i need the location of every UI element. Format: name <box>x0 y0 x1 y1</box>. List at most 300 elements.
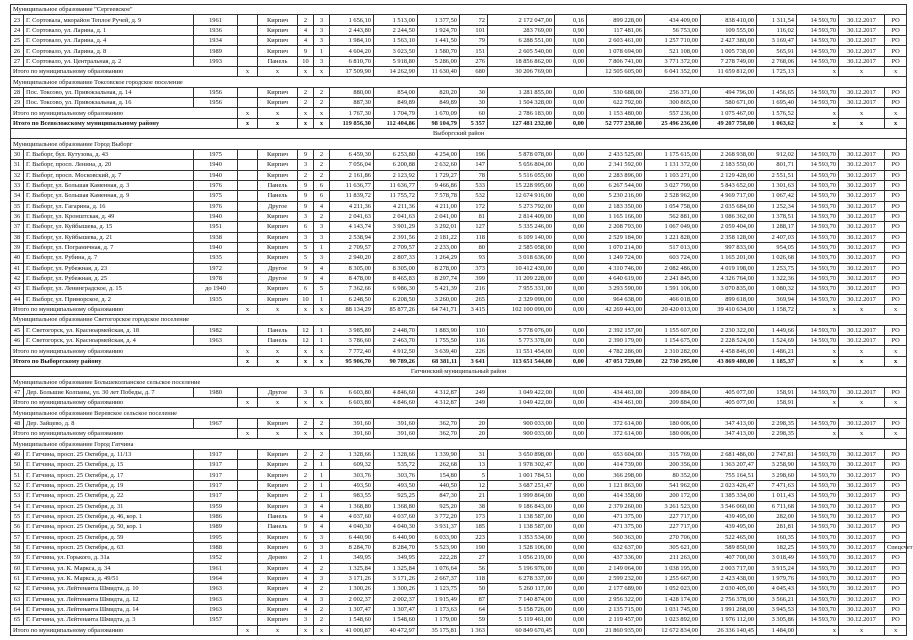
building-cell: 13 <box>460 460 488 470</box>
total-cell: x <box>839 304 885 314</box>
building-cell: 434 461,00 <box>587 387 645 397</box>
building-cell: 2 135 715,00 <box>587 604 645 614</box>
district-total-row <box>11 356 907 366</box>
building-cell: 1 311,54 <box>757 15 797 25</box>
total-cell: x <box>885 118 907 128</box>
building-cell: 1917 <box>194 491 238 501</box>
building-cell: 1967 <box>194 418 238 428</box>
building-cell: Г. Выборг, ул. Ленинградское, д. 15 <box>24 284 194 294</box>
building-cell: 1 385 334,00 <box>701 491 757 501</box>
section-title: Муниципальное образование Веревское сельское поселение <box>11 408 907 418</box>
subtotal-row <box>11 625 907 635</box>
building-cell: РО <box>885 25 907 35</box>
building-cell: 5 <box>298 242 314 252</box>
building-cell: 14 593,70 <box>797 594 839 604</box>
building-cell: 1 580,70 <box>418 46 460 56</box>
building-cell: 6 253,80 <box>374 149 418 159</box>
building-row <box>11 149 907 159</box>
building-cell: 46 <box>11 336 24 346</box>
building-cell: 3 931,37 <box>418 522 460 532</box>
building-cell: 118 <box>460 573 488 583</box>
building-cell <box>238 387 258 397</box>
building-cell: 4 211,36 <box>330 201 374 211</box>
building-cell: Кирпич <box>258 87 298 97</box>
housing-registry-table <box>10 4 913 636</box>
total-label: Итого по муниципальному образованию <box>11 625 238 635</box>
building-cell: 11 839,72 <box>330 191 374 201</box>
building-cell: Панель <box>258 191 298 201</box>
building-cell: 30.12.2017 <box>839 273 885 283</box>
building-cell: 1989 <box>194 46 238 56</box>
building-cell <box>238 604 258 614</box>
building-cell: 1972 <box>194 263 238 273</box>
building-cell: 0,16 <box>555 15 587 25</box>
total-cell: 60 <box>460 108 488 118</box>
building-cell: 1 264,29 <box>418 253 460 263</box>
total-cell: 434 461,00 <box>587 398 645 408</box>
building-cell: 1 729,27 <box>418 170 460 180</box>
total-cell: 557 236,00 <box>645 108 701 118</box>
building-cell: 1951 <box>194 222 238 232</box>
building-cell: 3 <box>314 15 330 25</box>
building-cell: 2 807,33 <box>374 253 418 263</box>
building-cell: Г. Гатчина, ул. К. Маркса, д. 49/51 <box>24 573 194 583</box>
building-cell: 3 260,00 <box>418 294 460 304</box>
building-cell: 222,28 <box>418 553 460 563</box>
building-cell: 2 <box>314 615 330 625</box>
building-row <box>11 470 907 480</box>
building-cell: 50 <box>460 584 488 594</box>
building-cell: 1 067 049,00 <box>645 222 701 232</box>
building-cell: 10 412 430,00 <box>488 263 555 273</box>
building-cell: 1 <box>314 491 330 501</box>
building-cell <box>238 615 258 625</box>
building-cell: 14 593,70 <box>797 253 839 263</box>
building-cell: 0,00 <box>555 263 587 273</box>
building-cell: 6 603,80 <box>330 387 374 397</box>
building-cell: 4 326 764,00 <box>701 273 757 283</box>
building-cell <box>238 253 258 263</box>
total-cell: x <box>885 108 907 118</box>
building-cell: 30.12.2017 <box>839 201 885 211</box>
building-cell: 32 <box>11 170 24 180</box>
total-cell: 11 630,40 <box>418 67 460 77</box>
total-cell: 26 336 140,45 <box>701 625 757 635</box>
building-cell: 30 <box>460 87 488 97</box>
total-cell: 22 730 295,00 <box>645 356 701 366</box>
building-cell: 0,00 <box>555 491 587 501</box>
building-row <box>11 201 907 211</box>
building-cell: Г. Гатчина, ул. Горького, д. 31а <box>24 553 194 563</box>
building-cell: РО <box>885 160 907 170</box>
building-cell: Г. Выборг, ул. Большая Каменная, д. 9 <box>24 191 194 201</box>
building-row <box>11 263 907 273</box>
building-cell: 0,00 <box>555 573 587 583</box>
building-cell: 2 605 540,00 <box>488 46 555 56</box>
building-cell: РО <box>885 491 907 501</box>
building-cell: 4 <box>314 501 330 511</box>
total-cell: 900 033,00 <box>488 429 555 439</box>
total-cell: x <box>885 346 907 356</box>
building-cell: Кирпич <box>258 25 298 35</box>
building-cell: 1952 <box>194 553 238 563</box>
building-cell: 369,94 <box>757 294 797 304</box>
building-cell: 7 806 741,00 <box>587 56 645 66</box>
total-cell: x <box>298 398 314 408</box>
building-cell: 35 <box>11 201 24 211</box>
building-cell: 1 <box>314 460 330 470</box>
total-cell: x <box>314 625 330 635</box>
building-cell: 14 593,70 <box>797 170 839 180</box>
total-cell: 6 041 352,00 <box>645 67 701 77</box>
building-cell: РО <box>885 449 907 459</box>
building-cell: Г. Гатчина, просп. 25 Октября, д. 11/13 <box>24 449 194 459</box>
building-cell: 2 391,56 <box>374 232 418 242</box>
building-cell: 23 <box>11 15 24 25</box>
building-cell: 1 591 106,00 <box>645 284 701 294</box>
building-cell: 1993 <box>194 56 238 66</box>
building-cell: 2 940,20 <box>330 253 374 263</box>
building-cell: Г. Гатчина, просп. 25 Октября, д. 19 <box>24 480 194 490</box>
building-cell: 0,00 <box>555 563 587 573</box>
building-cell: 4 <box>298 594 314 604</box>
building-cell: 52 <box>11 480 24 490</box>
building-cell: 5 119 461,00 <box>488 615 555 625</box>
building-cell: 3 <box>314 222 330 232</box>
building-cell: 1 363 207,47 <box>701 460 757 470</box>
building-cell: 34 <box>11 191 24 201</box>
building-row <box>11 594 907 604</box>
building-cell: 362,70 <box>418 418 460 428</box>
building-cell: 14 593,70 <box>797 211 839 221</box>
building-cell: 1938 <box>194 232 238 242</box>
building-cell: 12 <box>298 336 314 346</box>
building-cell: 622 792,00 <box>587 98 645 108</box>
building-cell: 2 035 684,00 <box>701 201 757 211</box>
building-cell: 0,00 <box>555 149 587 159</box>
building-cell: 1 563,10 <box>374 36 418 46</box>
building-cell: 33 <box>11 180 24 190</box>
building-cell: 1 456,65 <box>757 87 797 97</box>
building-cell: 14 593,70 <box>797 336 839 346</box>
building-cell: 7 362,66 <box>330 284 374 294</box>
building-cell: 3 023,50 <box>374 46 418 56</box>
building-cell: 3 <box>314 56 330 66</box>
building-cell: 1 001 784,51 <box>488 470 555 480</box>
building-row <box>11 460 907 470</box>
building-cell: 30.12.2017 <box>839 387 885 397</box>
building-cell: Спецсчет <box>885 542 907 552</box>
total-cell: x <box>797 429 839 439</box>
building-cell: 11 209 228,00 <box>488 273 555 283</box>
building-cell: Г. Гатчина, просп. 25 Октября, д. 46, кор. 1 <box>24 511 194 521</box>
building-cell: 440,50 <box>418 480 460 490</box>
building-cell <box>238 470 258 480</box>
building-cell: 2 177 689,00 <box>587 584 645 594</box>
building-cell: Панель <box>258 511 298 521</box>
total-cell: 35 175,81 <box>418 625 460 635</box>
building-cell: 27 <box>11 56 24 66</box>
total-cell: 64 741,71 <box>418 304 460 314</box>
building-cell: 0,00 <box>555 387 587 397</box>
building-cell: 2 161,86 <box>330 170 374 180</box>
building-cell: 30.12.2017 <box>839 180 885 190</box>
building-cell: 56 753,00 <box>645 25 701 35</box>
building-cell: 1 301,63 <box>757 180 797 190</box>
building-cell: Другое <box>258 387 298 397</box>
total-cell: x <box>797 398 839 408</box>
building-cell: Кирпич <box>258 149 298 159</box>
building-cell: Кирпич <box>258 615 298 625</box>
district-title: Гатчинский муниципальный район <box>11 367 907 377</box>
total-cell: x <box>797 625 839 635</box>
building-cell: 522 465,00 <box>701 532 757 542</box>
section-title: Муниципальное образование Город Гатчина <box>11 439 907 449</box>
building-cell: РО <box>885 191 907 201</box>
building-cell: РО <box>885 253 907 263</box>
total-cell: 405 077,00 <box>701 398 757 408</box>
building-cell: 3 771 372,00 <box>645 56 701 66</box>
building-cell: 9 <box>298 263 314 273</box>
building-cell: 53 <box>11 491 24 501</box>
building-cell: 2 585 058,00 <box>488 242 555 252</box>
building-cell: 6 459,30 <box>330 149 374 159</box>
building-cell: 6 440,90 <box>330 532 374 542</box>
section-title: Муниципальное образование Город Выборг <box>11 139 907 149</box>
building-cell: 1 165 166,00 <box>587 211 645 221</box>
total-cell: 4 912,50 <box>374 346 418 356</box>
building-cell: 3 <box>314 253 330 263</box>
building-cell: 30.12.2017 <box>839 36 885 46</box>
building-cell: 9 <box>298 201 314 211</box>
building-row <box>11 222 907 232</box>
building-cell: Г. Сортовало, ул. Ларина, д. 1 <box>24 25 194 35</box>
building-cell <box>238 263 258 273</box>
building-cell: 517 013,00 <box>645 242 701 252</box>
section-title: Муниципальное образование "Сергеевское" <box>11 5 907 15</box>
building-cell: 3 901,29 <box>374 222 418 232</box>
total-label: Итого по муниципальному образованию <box>11 67 238 77</box>
building-cell: 2 329 090,00 <box>488 294 555 304</box>
building-cell: 1 131 372,00 <box>645 160 701 170</box>
building-cell: 847,30 <box>418 491 460 501</box>
building-cell: 887,30 <box>330 98 374 108</box>
building-cell: 405 077,00 <box>701 387 757 397</box>
building-cell: РО <box>885 573 907 583</box>
building-cell: 2 956 322,00 <box>587 594 645 604</box>
building-cell: 2 244,50 <box>374 25 418 35</box>
building-cell: 2 183 550,00 <box>701 160 757 170</box>
building-cell: 466 018,00 <box>645 294 701 304</box>
total-cell: x <box>238 346 258 356</box>
building-cell: 30.12.2017 <box>839 242 885 252</box>
building-cell: 2 283 896,00 <box>587 170 645 180</box>
building-cell: 3 293 590,00 <box>587 284 645 294</box>
building-cell: 2 529 184,00 <box>587 232 645 242</box>
building-cell: 14 593,70 <box>797 615 839 625</box>
building-cell: 305 621,00 <box>645 542 701 552</box>
building-cell: 209 884,00 <box>645 387 701 397</box>
building-cell: 4 254,00 <box>418 149 460 159</box>
building-cell: 2 427 380,00 <box>701 36 757 46</box>
building-cell: 1 695,40 <box>757 98 797 108</box>
building-cell <box>238 325 258 335</box>
building-cell: 30.12.2017 <box>839 253 885 263</box>
building-cell: 6 033,90 <box>418 532 460 542</box>
building-cell: Другое <box>258 263 298 273</box>
total-cell: 2 786 183,00 <box>488 108 555 118</box>
total-cell: 11 659 812,00 <box>701 67 757 77</box>
building-cell: 29 <box>11 98 24 108</box>
building-cell: Кирпич <box>258 253 298 263</box>
building-cell: 51 <box>11 470 24 480</box>
building-cell: 1 <box>314 336 330 346</box>
total-cell: 209 884,00 <box>645 398 701 408</box>
building-cell: 471 375,00 <box>587 511 645 521</box>
building-cell: 281,81 <box>757 522 797 532</box>
building-cell: 59 <box>460 615 488 625</box>
building-cell: 954,05 <box>757 242 797 252</box>
total-cell: 391,60 <box>374 429 418 439</box>
building-cell: 997 833,00 <box>701 242 757 252</box>
building-cell: 1 307,47 <box>374 604 418 614</box>
total-cell: 20 <box>460 429 488 439</box>
building-cell: 854,00 <box>374 87 418 97</box>
building-cell: 2 149 064,00 <box>587 563 645 573</box>
building-cell: 14 593,70 <box>797 604 839 614</box>
building-cell: 3 <box>298 615 314 625</box>
building-cell: 2 390 179,00 <box>587 336 645 346</box>
total-cell: 21 860 935,00 <box>587 625 645 635</box>
building-cell: 59 <box>11 553 24 563</box>
building-cell: 3 261 523,00 <box>645 501 701 511</box>
building-cell: 315 769,00 <box>645 449 701 459</box>
building-row <box>11 170 907 180</box>
building-cell: 283 769,00 <box>488 25 555 35</box>
building-cell: 2 <box>314 211 330 221</box>
building-cell: РО <box>885 553 907 563</box>
building-cell: 372 614,00 <box>587 418 645 428</box>
total-label: Итого по муниципальному образованию <box>11 398 238 408</box>
building-cell: 2 463,70 <box>374 336 418 346</box>
building-cell: Г. Выборг, бул. Кутузова, д. 43 <box>24 149 194 159</box>
building-cell: 4 846,60 <box>374 387 418 397</box>
building-cell: 4 969 717,00 <box>701 191 757 201</box>
building-cell: 4 <box>298 25 314 35</box>
building-cell: РО <box>885 470 907 480</box>
building-cell: 0,00 <box>555 553 587 563</box>
building-cell: 2 407,03 <box>757 232 797 242</box>
building-cell: 227 717,00 <box>645 522 701 532</box>
building-cell: Г. Гатчина, просп. 25 Октября, д. 59 <box>24 532 194 542</box>
building-cell: 43 <box>11 284 24 294</box>
building-cell: 3 <box>298 232 314 242</box>
building-cell: 0,00 <box>555 242 587 252</box>
building-cell: Панель <box>258 180 298 190</box>
district-header-row <box>11 129 907 139</box>
building-cell: 30.12.2017 <box>839 542 885 552</box>
building-cell: 3 985,80 <box>330 325 374 335</box>
total-cell: 1 153 480,00 <box>587 108 645 118</box>
building-cell: 2 002,37 <box>330 594 374 604</box>
building-cell: 30.12.2017 <box>839 46 885 56</box>
building-cell: 9 <box>298 149 314 159</box>
building-cell: 1 056 219,00 <box>488 553 555 563</box>
building-cell <box>238 222 258 232</box>
total-cell: x <box>238 356 258 366</box>
building-cell: 223 <box>460 532 488 542</box>
building-cell: 93 <box>460 253 488 263</box>
building-cell: 1936 <box>194 25 238 35</box>
building-cell: 2 <box>314 418 330 428</box>
building-cell: 14 593,70 <box>797 325 839 335</box>
building-cell: 8 278,00 <box>418 263 460 273</box>
building-cell: 1 076,64 <box>418 563 460 573</box>
building-cell: 6 267 544,00 <box>587 180 645 190</box>
building-cell: 14 593,70 <box>797 273 839 283</box>
building-cell: Г. Сортовало, ул. Ларина, д. 8 <box>24 46 194 56</box>
total-cell: x <box>314 429 330 439</box>
building-cell: 190 <box>460 542 488 552</box>
total-cell: 249 <box>460 398 488 408</box>
total-cell: 680 <box>460 67 488 77</box>
building-cell: РО <box>885 201 907 211</box>
building-cell: 2 681 486,00 <box>701 449 757 459</box>
building-cell: 30.12.2017 <box>839 480 885 490</box>
building-cell: 30.12.2017 <box>839 491 885 501</box>
building-cell: 1 328,66 <box>374 449 418 459</box>
building-cell: 2 268 938,00 <box>701 149 757 159</box>
building-cell: 1 038 195,00 <box>645 563 701 573</box>
building-cell: РО <box>885 98 907 108</box>
building-cell: РО <box>885 563 907 573</box>
building-cell: 2 <box>314 604 330 614</box>
building-cell <box>238 201 258 211</box>
building-cell: 1963 <box>194 594 238 604</box>
building-cell: 14 593,70 <box>797 242 839 252</box>
building-cell: Г. Выборг, ул. Рубежная, д. 25 <box>24 273 194 283</box>
building-cell: Г. Гатчина, ул. Лейтенанта Шмидта, д. 10 <box>24 584 194 594</box>
building-cell: 12 <box>298 325 314 335</box>
building-cell: 3 650 898,00 <box>488 449 555 459</box>
building-cell: 42 <box>11 273 24 283</box>
building-cell: 1 999 864,00 <box>488 491 555 501</box>
building-cell: 3 292,01 <box>418 222 460 232</box>
total-cell: 5 357 <box>460 118 488 128</box>
building-cell: 30.12.2017 <box>839 87 885 97</box>
building-cell: 147 <box>460 160 488 170</box>
building-cell: 2 <box>298 553 314 563</box>
building-row <box>11 98 907 108</box>
building-cell: 80 <box>460 242 488 252</box>
total-cell: x <box>258 108 298 118</box>
total-cell: x <box>238 429 258 439</box>
building-cell: 1956 <box>194 87 238 97</box>
building-cell: РО <box>885 46 907 56</box>
building-cell: Кирпич <box>258 532 298 542</box>
building-cell: 2 172 047,00 <box>488 15 555 25</box>
building-cell: 30.12.2017 <box>839 25 885 35</box>
building-cell: 5 918,80 <box>374 56 418 66</box>
building-cell: 2 768,06 <box>757 56 797 66</box>
building-cell: 2 041,63 <box>330 211 374 221</box>
building-cell: 5 158 726,00 <box>488 604 555 614</box>
building-cell: 1 252,34 <box>757 201 797 211</box>
building-cell: 87 <box>460 594 488 604</box>
building-cell: Пос. Токсово, ул. Привокзальная, д. 14 <box>24 87 194 97</box>
building-cell <box>238 480 258 490</box>
total-cell: 39 410 634,00 <box>701 304 757 314</box>
